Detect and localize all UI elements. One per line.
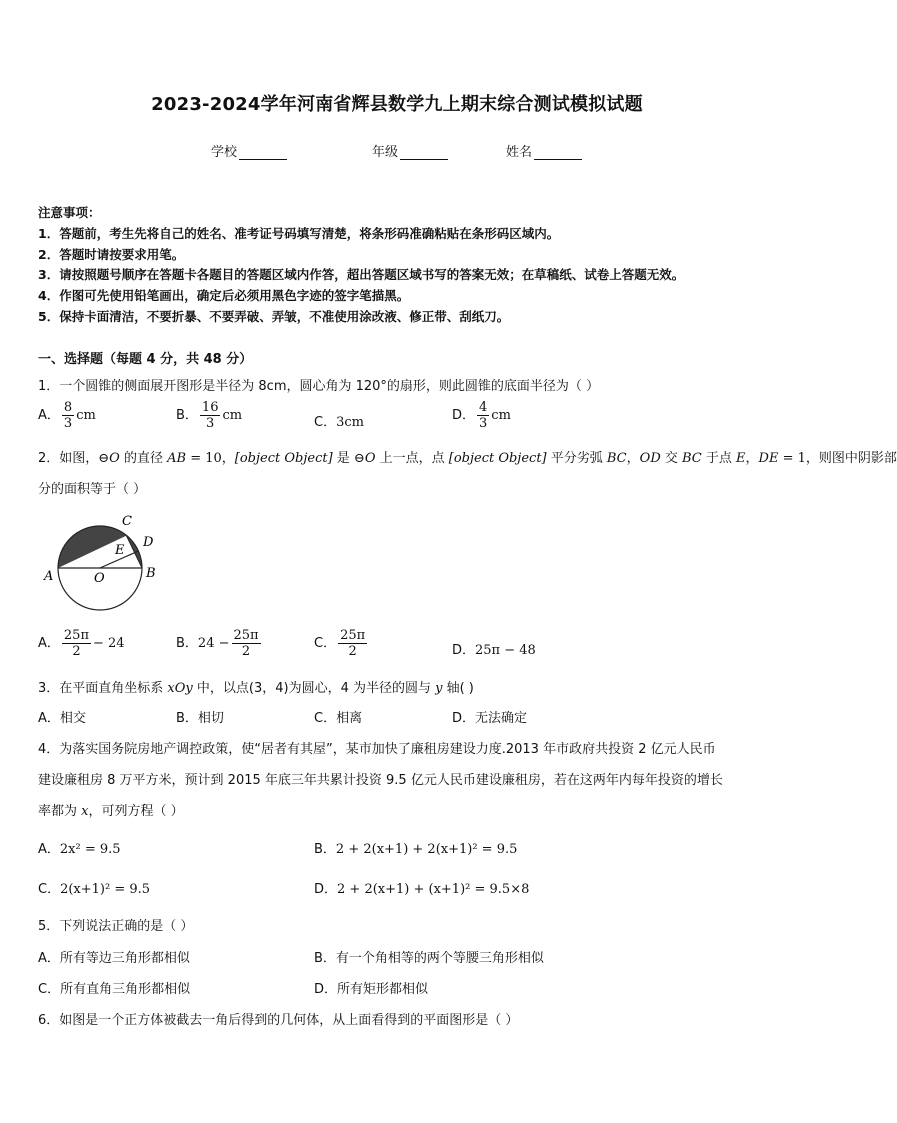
school-field [211,141,287,160]
q4-option-d: D．2 + 2(x+1) + (x+1)² = 9.5×8 [314,882,530,897]
q5-option-b: B．有一个角相等的两个等腰三角形相似 [314,951,544,966]
school-blank [239,145,287,160]
question-3-stem: 3．在平面直角坐标系 xOy 中，以点(3，4)为圆心，4 为半径的圆与 y 轴( ) [38,681,474,696]
question-1-stem: 1．一个圆锥的侧面展开图形是半径为 8cm，圆心角为 120°的扇形，则此圆锥的底面半径为（ ） [38,379,600,394]
q1-option-b: B． $\frac{16}{3}$ cm [176,400,243,431]
q1-option-a: A． $\frac{8}{3}$ cm [38,400,96,431]
q2-option-d: D．25π − 48 [452,643,536,658]
q1-option-d: D． $\frac{4}{3}$ cm [452,400,511,431]
name-field [506,141,582,160]
q3-option-b: B．相切 [176,711,224,726]
note-item: 1．答题前，考生先将自己的姓名、准考证号码填写清楚，将条形码准确粘贴在条形码区域内。 [38,226,560,241]
q4-option-b: B．2 + 2(x+1) + 2(x+1)² = 9.5 [314,842,518,857]
q3-option-d: D．无法确定 [452,711,528,726]
grade-blank [400,145,448,160]
q5-option-a: A．所有等边三角形都相似 [38,951,190,966]
note-item: 4．作图可先使用铅笔画出，确定后必须用黑色字迹的签字笔描黑。 [38,288,410,303]
grade-label: 年级 [372,145,399,160]
label-e: E [115,543,125,558]
note-item: 3．请按照题号顺序在答题卡各题目的答题区域内作答，超出答题区域书写的答案无效；在草稿纸、试卷上答题无效。 [38,267,685,282]
q2-circle-figure [40,508,170,620]
q3-option-a: A．相交 [38,711,86,726]
section-heading: 一、选择题（每题 4 分，共 48 分） [38,352,253,367]
exam-title: 2023-2024学年河南省辉县数学九上期末综合测试模拟试题 [151,94,643,115]
question-2-stem: 2．如图，⊖O 的直径 AB = 10，[object Object] 是 ⊖O 上一点，点 [object Object] 平分劣弧 BC，OD 交 BC 于点 E，DE = 1，则图中阴影部 [38,451,897,466]
question-2-stem-line2: 分的面积等于（ ） [38,482,147,497]
question-6-stem: 6．如图是一个正方体被截去一角后得到的几何体，从上面看得到的平面图形是（ ） [38,1013,519,1028]
question-4-stem-line1: 4．为落实国务院房地产调控政策，使“居者有其屋”，某市加快了廉租房建设力度.2013 年市政府共投资 2 亿元人民币 [38,742,716,757]
label-o: O [94,571,105,586]
q3-option-c: C．相离 [314,711,363,726]
name-label: 姓名 [506,145,533,160]
question-4-stem-line2: 建设廉租房 8 万平方米，预计到 2015 年底三年共累计投资 9.5 亿元人民币建设廉租房，若在这两年内每年投资的增长 [38,773,723,788]
q2-option-b: B．24 − $\frac{25\pi}{2}$ [176,628,259,659]
label-b: B [146,566,156,581]
q5-option-c: C．所有直角三角形都相似 [38,982,191,997]
notes-heading: 注意事项： [38,205,101,220]
note-item: 5．保持卡面清洁，不要折暴、不要弄破、弄皱，不准使用涂改液、修正带、刮纸刀。 [38,309,510,324]
chord-bc [126,536,142,568]
q1-option-c: C．3cm [314,415,364,430]
label-c: C [122,514,132,529]
q4-option-c: C．2(x+1)² = 9.5 [38,882,151,897]
school-label: 学校 [211,145,238,160]
q2-option-c: C． $\frac{25\pi}{2}$ [314,628,366,659]
q4-option-a: A．2x² = 9.5 [38,842,121,857]
question-4-stem-line3: 率都为 x，可列方程（ ） [38,804,184,819]
name-blank [534,145,582,160]
q2-option-a: A． $\frac{25\pi}{2}$ − 24 [38,628,125,659]
grade-field [372,141,448,160]
q5-option-d: D．所有矩形都相似 [314,982,429,997]
note-item: 2．答题时请按要求用笔。 [38,247,185,262]
label-a: A [44,569,54,584]
label-d: D [143,535,154,550]
question-5-stem: 5．下列说法正确的是（ ） [38,919,194,934]
